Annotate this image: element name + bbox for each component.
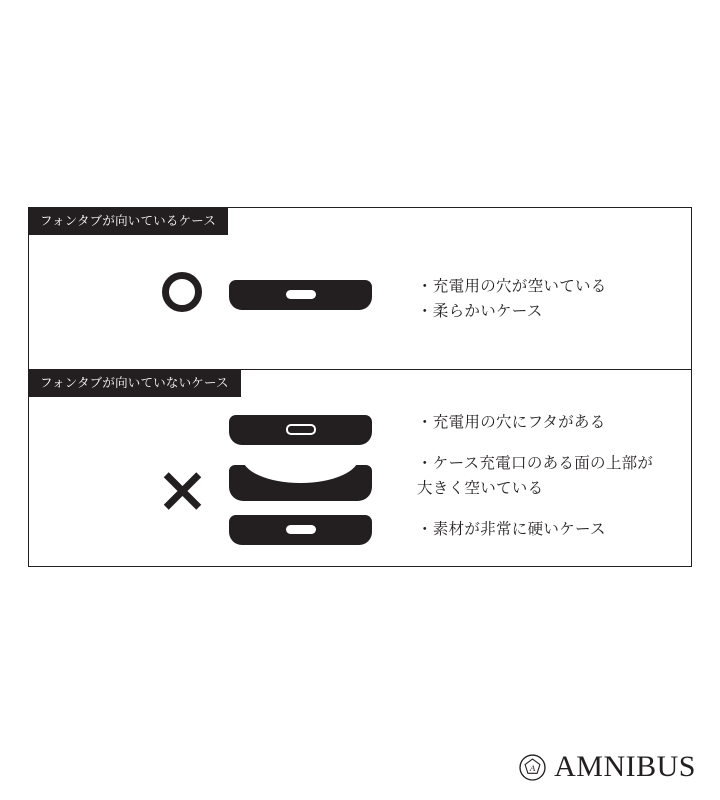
amnibus-emblem-icon [519,754,546,781]
circle-icon [162,272,202,312]
svg-text:A: A [529,762,536,773]
charging-port-hole-icon [286,525,316,534]
unsuitable-cases-notes [417,410,677,542]
case-open-hole-illustration [229,280,389,310]
cross-mark [137,468,227,519]
note-item: ・充電用の穴が空いている [417,278,607,295]
note-item: ・充電用の穴にフタがある [417,414,606,431]
unsuitable-cases-row [29,370,691,567]
note-item: ・素材が非常に硬いケース [417,521,606,539]
suitable-cases-row [29,208,691,370]
case-body-open-hole [229,280,372,310]
charging-port-lid-icon [286,424,316,435]
case-body-hard-material [229,515,372,545]
case-body-open-top [229,465,372,501]
case-compatibility-diagram [28,207,692,567]
note-item: ・ケース充電口のある面の上部が [417,455,654,473]
charging-port-hole-icon [286,290,316,299]
case-body-covered-port [229,415,372,445]
brand-logo [519,750,696,784]
case-open-top-illustration [229,465,389,501]
note-item: ・柔らかいケース [417,303,543,321]
suitable-cases-notes [417,274,677,324]
cross-icon [159,468,205,514]
unsuitable-cases-tag: フォンタブが向いていないケース [29,370,241,397]
brand-wordmark: AMNIBUS [554,750,696,783]
circle-mark [137,272,227,312]
suitable-cases-tag: フォンタブが向いているケース [29,208,228,235]
note-item-continuation: 大きく空いている [417,480,544,498]
case-hard-material-illustration [229,515,389,545]
case-covered-port-illustration [229,415,389,445]
